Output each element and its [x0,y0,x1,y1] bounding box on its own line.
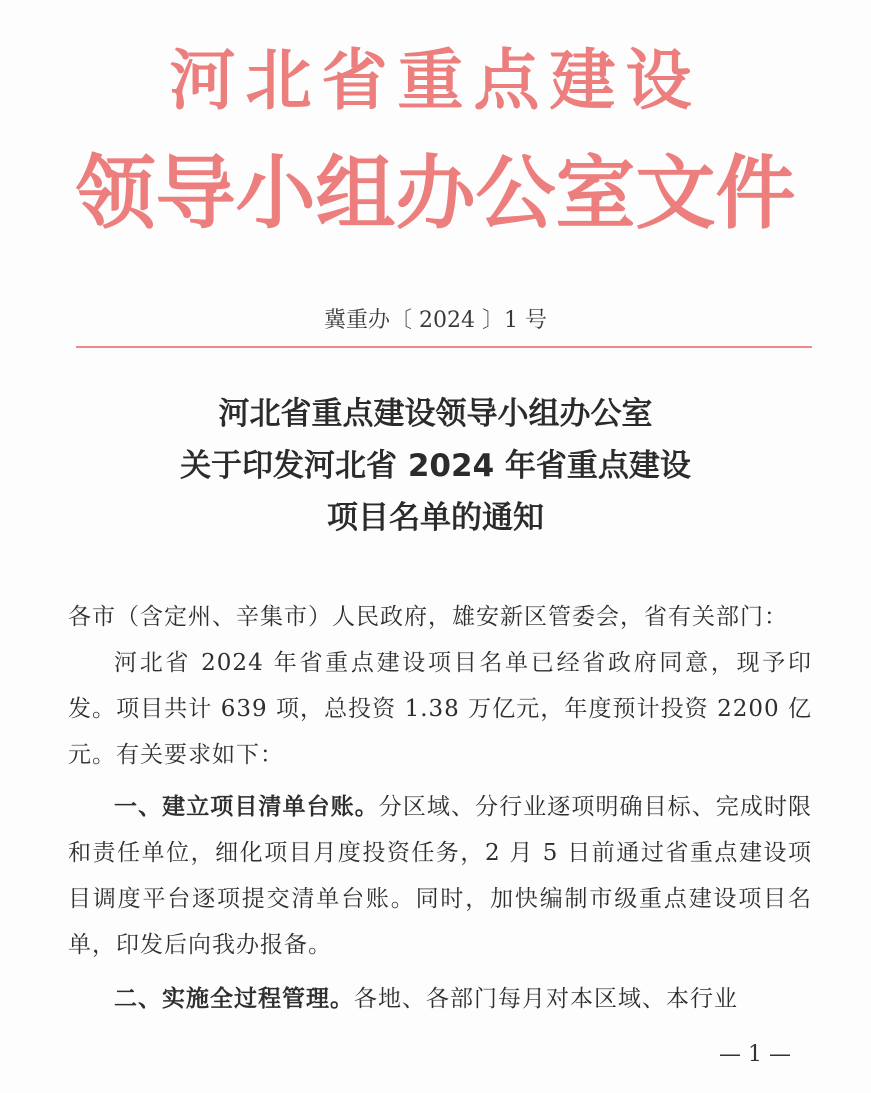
requirement-1-body: 分区域、分行业逐项明确目标、完成时限和责任单位，细化项目月度投资任务，2 月 5 日前通过省重点建设项目调度平台逐项提交清单台账。同时，加快编制市级重点建设项目名单，印发后向我办报备。 [68,794,813,958]
masthead-title-line1: 河北省重点建设 [169,41,702,119]
notice-title-line3: 项目名单的通知 [327,500,544,536]
page-number-text: — 1 — [719,1042,791,1067]
paragraph-requirement-1 [68,784,812,968]
red-separator-line [76,346,812,348]
notice-title-line1: 河北省重点建设领导小组办公室 [218,396,653,432]
requirement-2-body: 各地、各部门每月对本区域、本行业 [354,986,738,1012]
salutation: 各市（含定州、辛集市）人民政府，雄安新区管委会，省有关部门： [68,604,788,630]
paragraph-intro: 河北省 2024 年省重点建设项目名单已经省政府同意，现予印发。项目共计 639 项，总投资 1.38 万亿元，年度预计投资 2200 亿元。有关要求如下： [68,650,812,768]
page-number [0,1042,871,1067]
masthead-title-line2: 领导小组办公室文件 [75,146,796,240]
notice-title [0,388,871,544]
paragraph-requirement-2 [68,976,812,1022]
requirement-2-heading: 二、实施全过程管理。 [114,986,354,1012]
document-number: 冀重办〔 2024 〕1 号 [324,308,547,333]
requirement-1-heading: 一、建立项目清单台账。 [114,794,379,820]
notice-title-line2: 关于印发河北省 2024 年省重点建设 [180,448,691,484]
